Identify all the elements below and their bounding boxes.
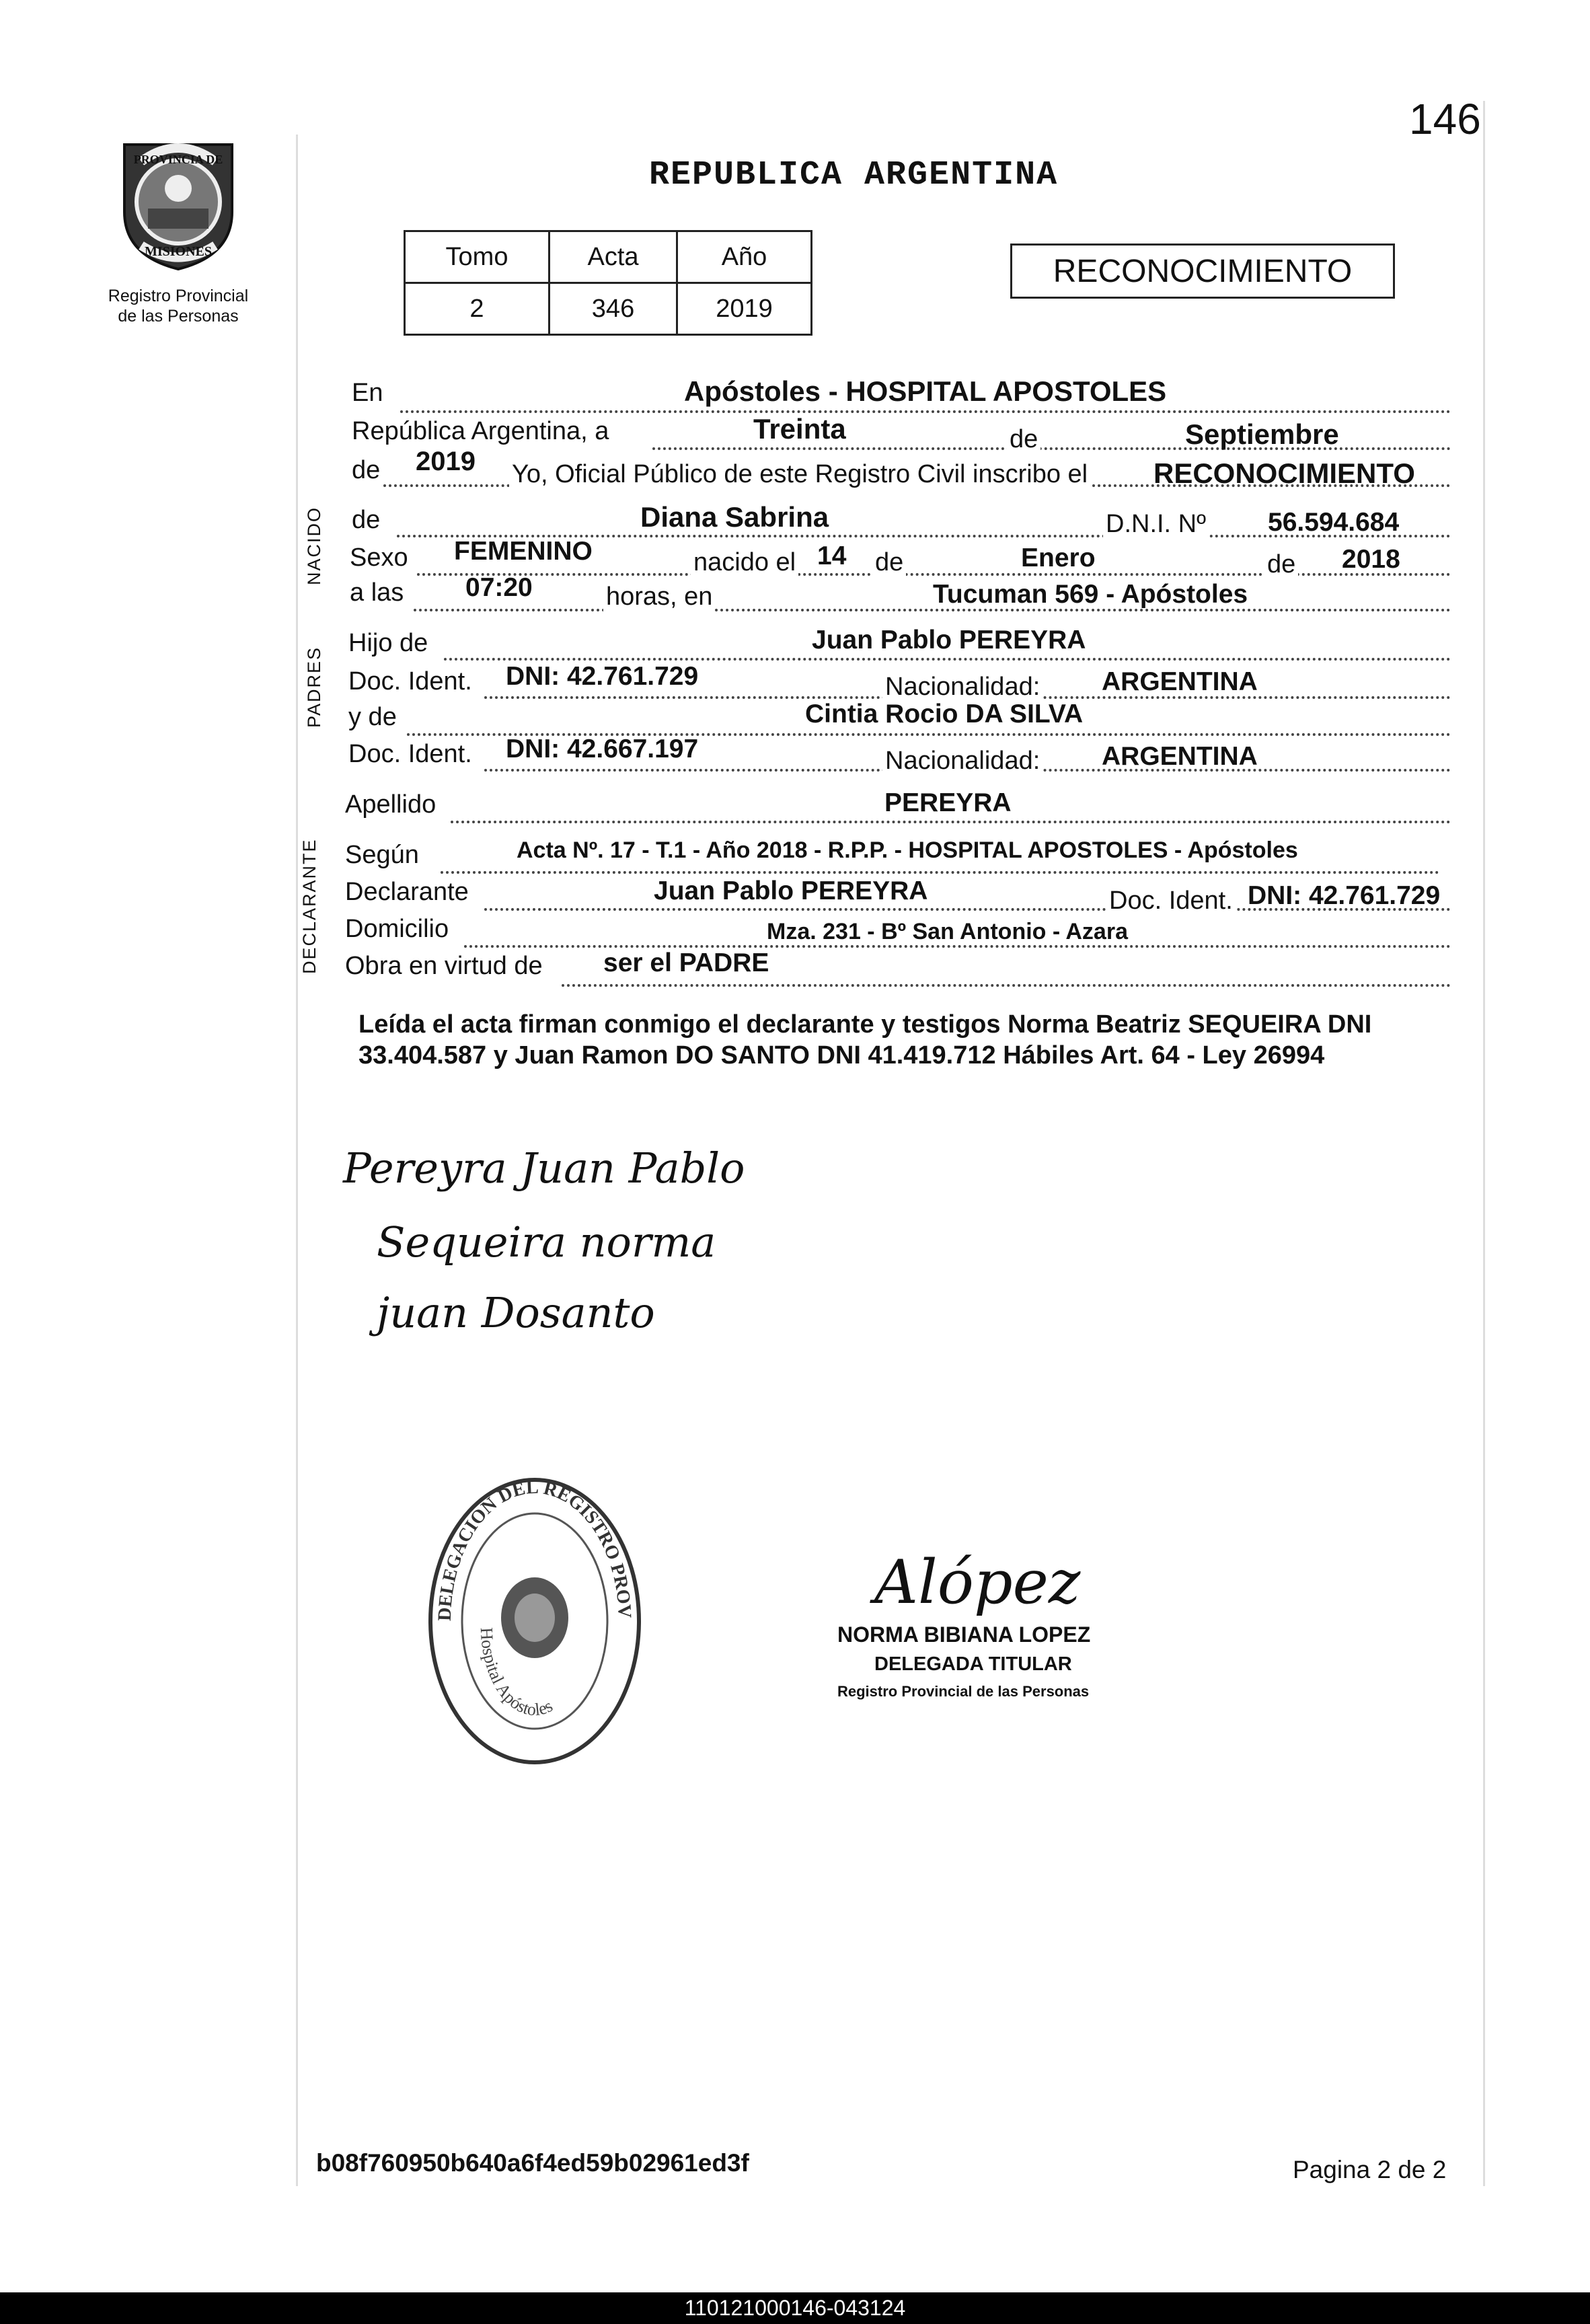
label-de-month: de (1007, 425, 1040, 454)
field-nac-anio: 2018 (1342, 545, 1400, 574)
label-nacido-el: nacido el (691, 548, 798, 577)
section-label-nacido: NACIDO (304, 506, 324, 585)
record-table (404, 230, 812, 336)
signature-testigo-1: Sequeira norma (377, 1217, 716, 1267)
label-nacionalidad: Nacionalidad: (882, 673, 1043, 702)
pagination: Pagina 2 de 2 (1293, 2156, 1447, 2183)
document-hash: b08f760950b640a6f4ed59b02961ed3f (316, 2149, 749, 2177)
official-name: NORMA BIBIANA LOPEZ (837, 1622, 1091, 1647)
field-hora: 07:20 (465, 573, 533, 602)
registry-line1: Registro Provincial (108, 287, 249, 305)
table-cell-tomo: 2 (405, 283, 550, 335)
field-declarante-doc: DNI: 42.761.729 (1248, 881, 1441, 910)
seal-inner-text: Hospital Apóstoles (476, 1626, 556, 1720)
label-horas-en: horas, en (603, 583, 715, 611)
label-en: En (352, 379, 383, 407)
label-doc-ident: Doc. Ident. (1106, 887, 1236, 915)
field-apellido: PEREYRA (884, 788, 1012, 817)
field-nac-mes: Enero (1021, 543, 1096, 572)
field-madre: Cintia Rocio DA SILVA (805, 700, 1084, 728)
signature-testigo-2: juan Dosanto (377, 1288, 655, 1337)
provincia-logo (111, 131, 245, 272)
label-republica: República Argentina, a (352, 417, 609, 445)
page-number: 146 (1409, 95, 1481, 143)
field-mes: Septiembre (1185, 418, 1339, 450)
dotted-line (400, 410, 1451, 413)
closing-text: Leída el acta firman conmigo el declarante y testigos Norma Beatriz SEQUEIRA DNI 33.404.587 y Juan Ramon DO SANTO DNI 41.419.712 Hábiles Art. 64 - Ley 26994 (358, 1010, 1372, 1070)
field-madre-doc: DNI: 42.667.197 (506, 735, 699, 763)
label-doc-ident: Doc. Ident. (348, 667, 472, 696)
official-org: Registro Provincial de las Personas (837, 1683, 1090, 1700)
registry-line2: de las Personas (118, 307, 239, 326)
label-de-year: de (352, 456, 381, 484)
label-de-mes: de (872, 548, 906, 577)
form-right-border (1483, 101, 1485, 2186)
table-header-anio: Año (677, 231, 812, 283)
label-hijo-de: Hijo de (348, 629, 428, 657)
label-sexo: Sexo (350, 543, 408, 572)
field-declarante: Juan Pablo PEREYRA (654, 876, 928, 905)
country-title: REPUBLICA ARGENTINA (649, 156, 1059, 194)
seal-outer-text: DELEGACION DEL REGISTRO PROV (434, 1476, 636, 1622)
dotted-line (414, 609, 1451, 611)
table-header-tomo: Tomo (405, 231, 550, 283)
official-signature: Alópez (874, 1547, 1081, 1618)
label-apellido: Apellido (345, 790, 437, 819)
dotted-line (444, 658, 1451, 661)
table-header-acta: Acta (550, 231, 677, 283)
dotted-line (562, 984, 1451, 987)
label-y-de: y de (348, 703, 397, 731)
official-seal (424, 1473, 646, 1769)
label-oficial: Yo, Oficial Público de este Registro Civil inscribo el (509, 460, 1090, 489)
field-nombre: Diana Sabrina (640, 501, 829, 533)
dotted-line (451, 821, 1451, 823)
label-a-las: a las (350, 578, 404, 607)
field-dni: 56.594.684 (1268, 508, 1400, 537)
label-segun: Según (345, 841, 419, 869)
official-title: DELEGADA TITULAR (874, 1653, 1072, 1675)
field-tipo-acto: RECONOCIMIENTO (1153, 457, 1415, 489)
label-domicilio: Domicilio (345, 915, 449, 943)
table-cell-anio: 2019 (677, 283, 812, 335)
footer-code: 110121000146-043124 (684, 2296, 906, 2320)
footer-bar (0, 2292, 1590, 2324)
dotted-line (441, 871, 1439, 874)
field-sexo: FEMENINO (454, 537, 593, 566)
field-segun: Acta Nº. 17 - T.1 - Año 2018 - R.P.P. - HOSPITAL APOSTOLES - Apóstoles (517, 837, 1298, 863)
field-nac-dia: 14 (817, 541, 847, 570)
label-obra: Obra en virtud de (345, 952, 543, 980)
doc-type-box: RECONOCIMIENTO (1010, 243, 1395, 299)
field-madre-nac: ARGENTINA (1102, 742, 1258, 771)
dotted-line (464, 945, 1451, 948)
signature-declarante: Pereyra Juan Pablo (343, 1144, 745, 1193)
table-cell-acta: 346 (550, 283, 677, 335)
field-domicilio: Mza. 231 - Bº San Antonio - Azara (767, 919, 1128, 944)
label-nacionalidad: Nacionalidad: (882, 747, 1043, 776)
field-lugar-nac: Tucuman 569 - Apóstoles (933, 580, 1248, 609)
label-dni: D.N.I. Nº (1103, 510, 1209, 539)
label-doc-ident: Doc. Ident. (348, 740, 472, 768)
section-label-padres: PADRES (304, 646, 324, 728)
label-de-anio: de (1264, 550, 1298, 579)
field-anio: 2019 (416, 447, 476, 476)
logo-text-bottom: MISIONES (144, 244, 213, 259)
field-padre-doc: DNI: 42.761.729 (506, 662, 699, 691)
logo-text-top: PROVINCIA DE (133, 153, 223, 166)
field-dia: Treinta (753, 413, 846, 445)
field-padre-nac: ARGENTINA (1102, 667, 1258, 696)
field-lugar: Apóstoles - HOSPITAL APOSTOLES (684, 375, 1167, 407)
label-declarante: Declarante (345, 878, 469, 906)
field-padre: Juan Pablo PEREYRA (812, 626, 1086, 654)
form-left-border (296, 135, 298, 2186)
field-obra: ser el PADRE (603, 948, 769, 977)
registry-label (81, 286, 276, 326)
label-de-name: de (352, 506, 381, 534)
section-label-declarante: DECLARANTE (299, 838, 319, 974)
